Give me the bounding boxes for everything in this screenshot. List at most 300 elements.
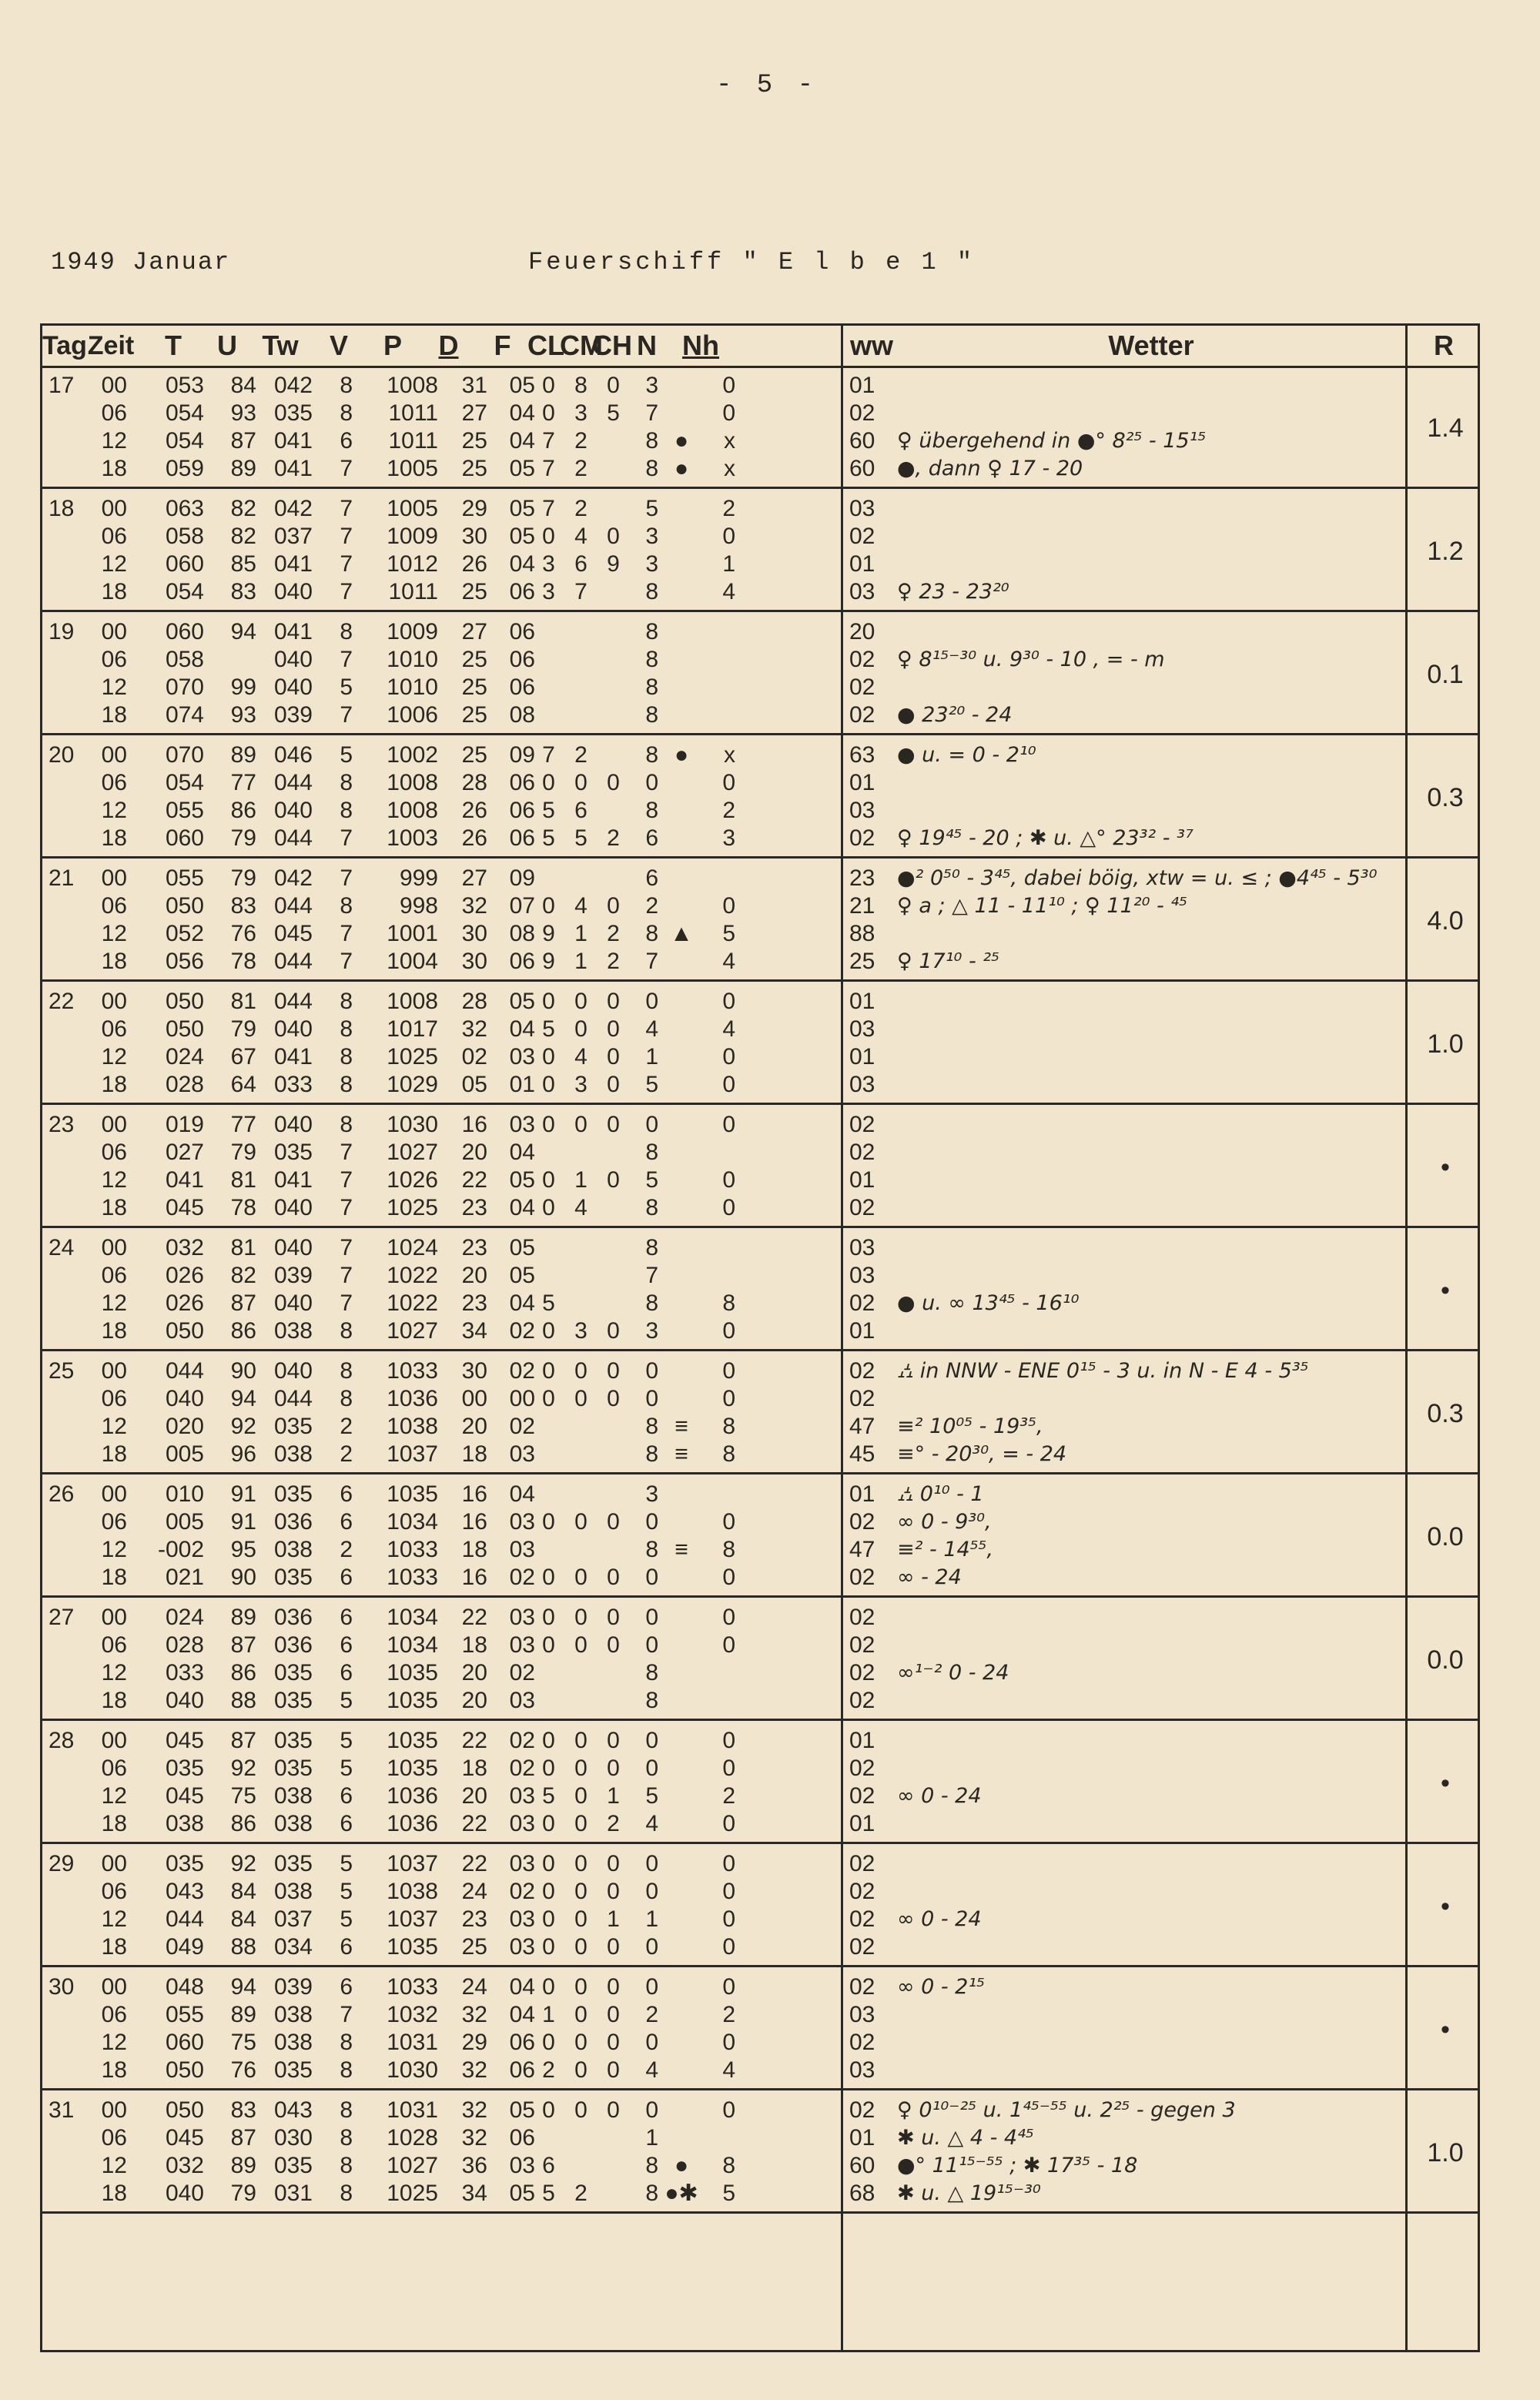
cell-tw: 035 [273,1660,313,1685]
cell-ch: 0 [607,989,620,1014]
cell-cm: 6 [574,798,588,823]
cell-zeit: 06 [101,2002,127,2027]
day-label: 21 [49,865,75,891]
cell-zeit: 00 [101,496,127,521]
table-row [42,2029,1398,2057]
cell-cl: 0 [542,2097,555,2123]
cell-t: 032 [165,1235,204,1260]
cell-p: 998 [399,893,438,919]
cell-u: 84 [230,1879,256,1904]
cell-n: 0 [645,1974,658,2000]
cell-p: 1038 [387,1879,438,1904]
cell-ww: 01 [849,1044,875,1069]
cell-zeit: 12 [101,2030,127,2055]
cell-d: 25 [461,674,487,700]
cell-wetter: ♀ 19⁴⁵ - 20 ; ✱ u. △° 23³² - ³⁷ [897,826,1194,850]
cell-nh: 2 [722,798,735,823]
cell-p: 1025 [387,1195,438,1220]
cell-wetter: ♀ 0¹⁰⁻²⁵ u. 1⁴⁵⁻⁵⁵ u. 2²⁵ - gegen 3 [897,2098,1236,2122]
cell-t: 041 [165,1167,204,1193]
cell-d: 18 [461,1537,487,1562]
table-row [42,1933,1398,1961]
cell-ww: 03 [849,2057,875,2083]
cell-t: 054 [165,579,204,604]
table-row [42,1508,1398,1536]
cell-v: 7 [340,524,353,549]
cell-d: 24 [461,1974,487,2000]
cell-d: 30 [461,949,487,974]
table-row [42,1973,1398,2001]
cell-d: 31 [461,373,487,398]
day-label: 29 [49,1851,75,1876]
cell-zeit: 18 [101,702,127,728]
cell-tw: 045 [273,921,313,946]
cell-d: 16 [461,1112,487,1137]
cell-f: 02 [509,1318,535,1344]
cell-v: 8 [340,373,353,398]
cell-v: 8 [340,2030,353,2055]
cell-ww: 01 [849,1318,875,1344]
cell-u: 81 [230,1235,256,1260]
cell-ww: 02 [849,1906,875,1932]
table-row [42,1357,1398,1385]
cell-v: 5 [340,1906,353,1932]
cell-p: 1029 [387,1072,438,1097]
cell-zeit: 18 [101,1318,127,1344]
cell-f: 06 [509,674,535,700]
cell-cm: 2 [574,496,588,521]
cell-p: 1035 [387,1481,438,1507]
cell-wetter: ✱ u. △ 19¹⁵⁻³⁰ [897,2181,1041,2205]
table-row [42,892,1398,920]
cell-zeit: 06 [101,1263,127,1288]
cell-p: 1008 [387,989,438,1014]
cell-nh: x [724,428,735,454]
cell-t: 019 [165,1112,204,1137]
cell-ww: 60 [849,2153,875,2178]
cell-f: 04 [509,1140,535,1165]
cell-zeit: 00 [101,2097,127,2123]
table-row [42,769,1398,797]
cell-t: 050 [165,893,204,919]
cell-ww: 63 [849,742,875,768]
precipitation-r: 1.4 [1427,413,1464,443]
cell-u: 81 [230,989,256,1014]
cell-u: 94 [230,619,256,644]
cell-cm: 0 [574,1783,588,1809]
cell-zeit: 00 [101,1358,127,1384]
header-d: D [438,330,459,361]
cell-n: 8 [645,674,658,700]
table-row [42,1016,1398,1043]
cell-wetter: ∞ - 24 [897,1565,962,1589]
cell-u: 79 [230,865,256,891]
cell-nh: 0 [722,1167,735,1193]
cell-cl: 0 [542,989,555,1014]
cell-v: 8 [340,989,353,1014]
cell-zeit: 12 [101,428,127,454]
cell-p: 1024 [387,1235,438,1260]
cell-u: 86 [230,1660,256,1685]
cell-nh: 0 [722,1934,735,1960]
cell-zeit: 06 [101,1016,127,1042]
cell-n: 3 [645,524,658,549]
cell-v: 7 [340,496,353,521]
cell-u: 91 [230,1509,256,1535]
cell-t: 059 [165,456,204,481]
cell-ww: 45 [849,1441,875,1467]
cell-nh: 0 [722,2097,735,2123]
cell-ch: 0 [607,1879,620,1904]
cell-tw: 040 [273,798,313,823]
cell-f: 04 [509,1481,535,1507]
cell-nh: 5 [722,921,735,946]
cell-u: 79 [230,1016,256,1042]
cell-d: 25 [461,428,487,454]
cell-ww: 02 [849,1974,875,2000]
cell-d: 30 [461,1358,487,1384]
cell-t: 058 [165,647,204,672]
cell-tw: 044 [273,1386,313,1411]
cell-p: 1027 [387,1318,438,1344]
cell-nh: x [724,742,735,768]
cell-zeit: 00 [101,1481,127,1507]
precipitation-r: • [1441,1892,1450,1921]
cell-p: 1004 [387,949,438,974]
cell-v: 8 [340,1358,353,1384]
cell-v: 6 [340,1934,353,1960]
cell-cm: 0 [574,2097,588,2123]
cell-tw: 035 [273,1140,313,1165]
precipitation-r: • [1441,1769,1450,1798]
cell-f: 04 [509,551,535,577]
cell-ww: 02 [849,1934,875,1960]
cell-cm: 0 [574,1811,588,1836]
cell-f: 03 [509,1851,535,1876]
cell-u: 92 [230,1756,256,1781]
cell-d: 27 [461,619,487,644]
cell-zeit: 06 [101,647,127,672]
day-block-24 [42,1228,1478,1351]
day-label: 31 [49,2097,75,2123]
cell-t: 060 [165,551,204,577]
cell-p: 1011 [388,579,438,604]
cell-v: 6 [340,1481,353,1507]
cell-v: 7 [340,702,353,728]
cell-n: 0 [645,1112,658,1137]
cell-wetter: ♀ 23 - 23²⁰ [897,580,1009,604]
cell-cm: 0 [574,1632,588,1658]
cell-f: 08 [509,702,535,728]
cell-f: 01 [509,1072,535,1097]
cell-v: 8 [340,619,353,644]
cell-p: 1032 [387,2002,438,2027]
cell-cm: 2 [574,742,588,768]
cell-cl: 0 [542,1565,555,1590]
cell-u: 78 [230,949,256,974]
cell-tw: 035 [273,1688,313,1713]
cell-ch: 0 [607,1318,620,1344]
cell-zeit: 12 [101,1290,127,1316]
cell-zeit: 00 [101,1605,127,1630]
cell-ch: 0 [607,2057,620,2083]
cell-p: 1036 [387,1811,438,1836]
month-heading: 1949 Januar [51,248,231,276]
cell-d: 28 [461,770,487,795]
cell-tw: 044 [273,989,313,1014]
header-nh: Nh [682,330,719,361]
table-row [42,1413,1398,1441]
cell-n: 0 [645,1565,658,1590]
cell-tw: 041 [273,1044,313,1069]
cell-ch: 0 [607,1565,620,1590]
cell-sym: ● [674,456,689,481]
cell-nh: 0 [722,400,735,426]
cell-tw: 036 [273,1605,313,1630]
ship-heading: Feuerschiff " E l b e 1 " [528,248,976,276]
cell-v: 5 [340,1688,353,1713]
cell-f: 05 [509,1167,535,1193]
cell-d: 30 [461,524,487,549]
cell-d: 23 [461,1906,487,1932]
table-row [42,674,1398,701]
cell-n: 8 [645,579,658,604]
cell-cl: 0 [542,1195,555,1220]
cell-d: 26 [461,798,487,823]
cell-tw: 035 [273,400,313,426]
cell-f: 08 [509,921,535,946]
weather-log-table [40,323,1480,2352]
cell-t: 055 [165,798,204,823]
cell-p: 1010 [387,647,438,672]
cell-u: 84 [230,1906,256,1932]
table-row [42,1139,1398,1167]
header-tag: Tag [42,331,87,360]
cell-p: 1033 [387,1537,438,1562]
cell-cl: 0 [542,1974,555,2000]
cell-d: 26 [461,825,487,851]
cell-d: 32 [461,2057,487,2083]
cell-ww: 01 [849,989,875,1014]
table-row [42,578,1398,606]
cell-tw: 042 [273,865,313,891]
cell-v: 6 [340,1811,353,1836]
table-row [42,1441,1398,1468]
table-row [42,372,1398,400]
cell-cl: 0 [542,1756,555,1781]
cell-zeit: 00 [101,1851,127,1876]
cell-n: 8 [645,921,658,946]
cell-u: 93 [230,400,256,426]
cell-f: 06 [509,798,535,823]
table-row [42,1385,1398,1413]
cell-tw: 035 [273,1728,313,1753]
cell-zeit: 00 [101,373,127,398]
cell-v: 7 [340,579,353,604]
cell-zeit: 06 [101,400,127,426]
cell-p: 1001 [387,921,438,946]
table-row [42,1564,1398,1592]
cell-wetter: ∞ 0 - 24 [897,1907,982,1931]
cell-u: 75 [230,2030,256,2055]
header-zeit: Zeit [87,331,135,360]
cell-n: 0 [645,1728,658,1753]
cell-tw: 039 [273,1974,313,2000]
cell-n: 5 [645,1783,658,1809]
cell-f: 05 [509,989,535,1014]
table-row [42,1632,1398,1659]
cell-n: 8 [645,1195,658,1220]
cell-zeit: 06 [101,2125,127,2151]
cell-nh: 0 [722,989,735,1014]
day-block-25 [42,1351,1478,1474]
cell-cl: 7 [542,456,555,481]
cell-p: 1008 [387,798,438,823]
cell-d: 29 [461,496,487,521]
cell-u: 92 [230,1414,256,1439]
cell-p: 1035 [387,1756,438,1781]
cell-p: 1011 [388,400,438,426]
cell-t: 045 [165,1195,204,1220]
cell-f: 06 [509,2125,535,2151]
cell-t: 021 [165,1565,204,1590]
cell-cm: 0 [574,1386,588,1411]
cell-p: 1017 [387,1016,438,1042]
cell-nh: 0 [722,1906,735,1932]
cell-ch: 0 [607,770,620,795]
day-label: 24 [49,1235,75,1260]
cell-zeit: 00 [101,1974,127,2000]
table-row [42,495,1398,523]
day-block-18 [42,489,1478,612]
day-block-20 [42,735,1478,859]
table-row [42,1167,1398,1194]
cell-t: -002 [157,1537,204,1562]
cell-v: 8 [340,1072,353,1097]
cell-d: 20 [461,1140,487,1165]
cell-cl: 0 [542,1044,555,1069]
cell-cm: 6 [574,551,588,577]
cell-cl: 5 [542,1016,555,1042]
cell-f: 04 [509,428,535,454]
cell-ch: 2 [607,825,620,851]
cell-ch: 0 [607,1934,620,1960]
table-row [42,2124,1398,2152]
cell-cl: 0 [542,1728,555,1753]
cell-v: 7 [340,456,353,481]
cell-u: 78 [230,1195,256,1220]
cell-ww: 02 [849,1195,875,1220]
cell-tw: 031 [273,2181,313,2206]
cell-tw: 035 [273,2057,313,2083]
cell-cl: 0 [542,1167,555,1193]
cell-ch: 5 [607,400,620,426]
cell-u: 84 [230,373,256,398]
cell-sym: ≡ [675,1537,688,1562]
cell-ww: 02 [849,1756,875,1781]
cell-ch: 0 [607,1756,620,1781]
cell-cm: 7 [574,579,588,604]
table-row [42,1727,1398,1755]
cell-u: 85 [230,551,256,577]
cell-d: 25 [461,1934,487,1960]
cell-nh: 0 [722,1879,735,1904]
header-cl: CL [527,330,564,361]
cell-v: 5 [340,1851,353,1876]
cell-u: 82 [230,496,256,521]
cell-t: 054 [165,400,204,426]
cell-cl: 0 [542,2030,555,2055]
cell-p: 1035 [387,1728,438,1753]
cell-t: 044 [165,1358,204,1384]
cell-wetter: ∞ 0 - 24 [897,1784,982,1808]
cell-ww: 21 [849,893,875,919]
cell-n: 4 [645,1811,658,1836]
header-r: R [1434,330,1454,361]
cell-ww: 02 [849,1140,875,1165]
cell-f: 09 [509,865,535,891]
cell-cm: 0 [574,1112,588,1137]
cell-ww: 01 [849,1728,875,1753]
cell-u: 87 [230,1728,256,1753]
cell-wetter: ♀ 17¹⁰ - ²⁵ [897,949,999,973]
cell-u: 87 [230,1290,256,1316]
table-row [42,2180,1398,2208]
cell-n: 0 [645,989,658,1014]
cell-nh: 0 [722,893,735,919]
cell-ww: 02 [849,647,875,672]
cell-ww: 03 [849,1072,875,1097]
cell-v: 7 [340,2002,353,2027]
day-block-31 [42,2090,1478,2214]
cell-v: 8 [340,1318,353,1344]
cell-zeit: 18 [101,1811,127,1836]
cell-nh: 0 [722,1565,735,1590]
cell-cl: 0 [542,1318,555,1344]
cell-d: 00 [461,1386,487,1411]
cell-p: 1036 [387,1783,438,1809]
cell-f: 04 [509,1974,535,2000]
day-label: 22 [49,989,75,1014]
precipitation-r: • [1441,1276,1450,1305]
cell-wetter: ⛼ 0¹⁰ - 1 [897,1482,984,1506]
cell-zeit: 06 [101,524,127,549]
cell-cm: 0 [574,1016,588,1042]
cell-zeit: 12 [101,1537,127,1562]
cell-p: 1037 [387,1906,438,1932]
cell-f: 06 [509,825,535,851]
cell-d: 27 [461,865,487,891]
cell-v: 2 [340,1441,353,1467]
cell-zeit: 18 [101,1688,127,1713]
table-row [42,2001,1398,2029]
cell-ch: 0 [607,373,620,398]
cell-nh: 0 [722,1756,735,1781]
cell-u: 76 [230,921,256,946]
cell-v: 2 [340,1414,353,1439]
cell-t: 038 [165,1811,204,1836]
cell-n: 8 [645,2181,658,2206]
cell-u: 95 [230,1537,256,1562]
cell-v: 6 [340,1632,353,1658]
cell-t: 024 [165,1044,204,1069]
cell-ww: 02 [849,1783,875,1809]
cell-ww: 03 [849,1235,875,1260]
day-block-28 [42,1721,1478,1844]
cell-f: 04 [509,1195,535,1220]
cell-cm: 0 [574,1756,588,1781]
cell-u: 91 [230,1481,256,1507]
